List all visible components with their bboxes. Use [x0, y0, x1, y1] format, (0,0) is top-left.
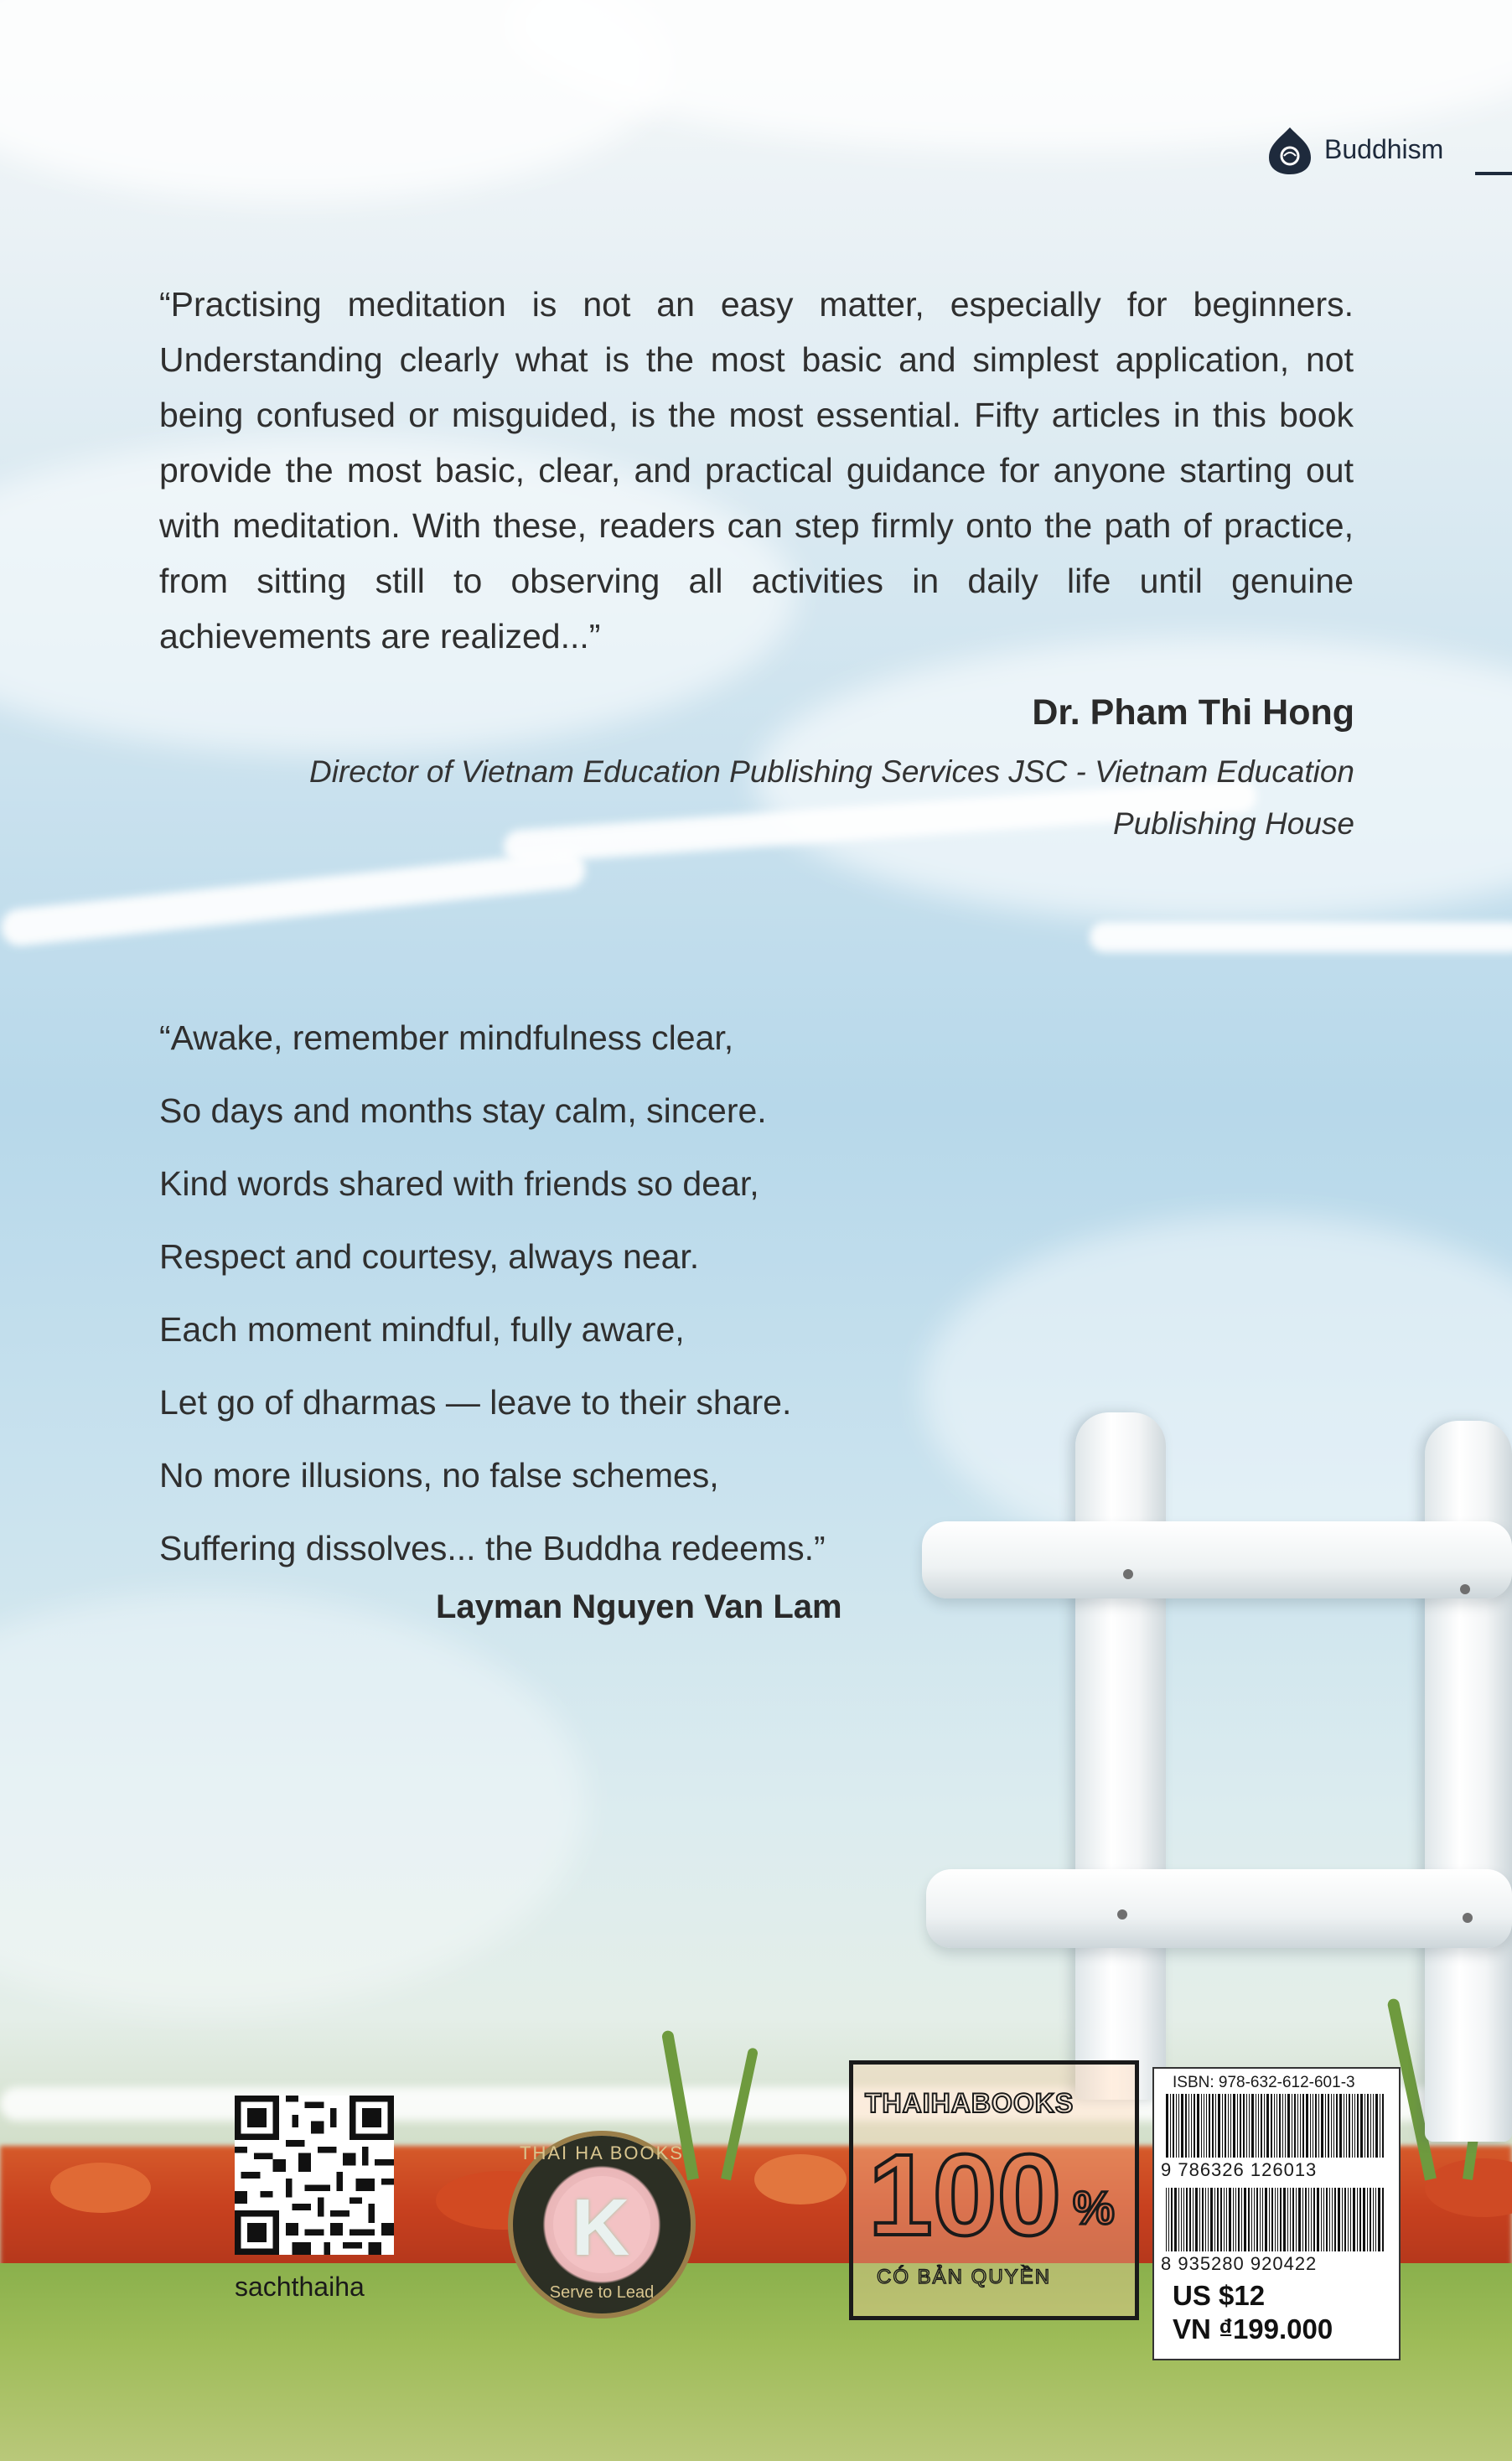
cloud-streak	[1090, 922, 1512, 952]
barcode-bar	[1251, 2094, 1254, 2158]
barcode-bar	[1243, 2094, 1245, 2158]
fence-nail	[1117, 1909, 1127, 1920]
barcode-bar	[1166, 2188, 1167, 2251]
barcode-bar	[1352, 2094, 1353, 2158]
barcode-panel	[1152, 2067, 1401, 2360]
barcode-bar	[1321, 2188, 1322, 2251]
barcode-bar	[1202, 2188, 1204, 2251]
barcode-bar	[1218, 2094, 1220, 2158]
barcode-bar	[1359, 2188, 1361, 2251]
barcode-bar	[1363, 2188, 1365, 2251]
barcode-bar	[1342, 2188, 1343, 2251]
barcode-bar	[1326, 2188, 1328, 2251]
barcode-bar	[1208, 2188, 1209, 2251]
barcode-isbn-number: 9 786326 126013	[1161, 2159, 1318, 2180]
barcode-bar	[1174, 2188, 1177, 2251]
barcode-bar	[1276, 2094, 1277, 2158]
stamp-percent: %	[1073, 2181, 1115, 2234]
fence-rail-upper	[922, 1521, 1512, 1598]
barcode-bar	[1230, 2094, 1231, 2158]
barcode-bar	[1271, 2188, 1273, 2251]
barcode-bar	[1287, 2188, 1288, 2251]
fence-nail	[1463, 1913, 1473, 1923]
barcode-bar	[1229, 2188, 1231, 2251]
barcode-bar	[1378, 2188, 1380, 2251]
fence-nail	[1460, 1584, 1470, 1594]
barcode-bar	[1233, 2188, 1234, 2251]
barcode-bar	[1226, 2188, 1227, 2251]
endorsement-author: Dr. Pham Thi Hong	[1032, 692, 1354, 733]
barcode-bar	[1215, 2094, 1216, 2158]
barcode-bar	[1256, 2188, 1258, 2251]
barcode-bar	[1246, 2094, 1247, 2158]
barcode-bar	[1317, 2188, 1319, 2251]
barcode-bar	[1260, 2188, 1261, 2251]
barcode-bar	[1344, 2188, 1346, 2251]
stamp-caption: CÓ BẢN QUYỀN	[877, 2266, 1052, 2288]
barcode-bar	[1209, 2094, 1210, 2158]
price-usd: US $12	[1173, 2280, 1266, 2311]
barcode-bar	[1331, 2094, 1332, 2158]
barcode-bar	[1212, 2094, 1214, 2158]
barcode-bar	[1237, 2094, 1238, 2158]
bodhi-leaf-icon	[1267, 126, 1313, 176]
barcode-bar	[1375, 2094, 1378, 2158]
barcode-bar	[1217, 2188, 1219, 2251]
flower	[50, 2163, 151, 2213]
qr-label: sachthaiha	[235, 2272, 365, 2302]
barcode-bar	[1205, 2188, 1206, 2251]
seal-letter: K	[572, 2183, 630, 2272]
barcode-bar	[1244, 2188, 1246, 2251]
barcode-bar	[1251, 2188, 1252, 2251]
barcode-bar	[1306, 2094, 1308, 2158]
barcode-bar	[1210, 2188, 1213, 2251]
barcode-bar	[1214, 2188, 1215, 2251]
barcode-bar	[1367, 2094, 1369, 2158]
barcode-bar	[1238, 2188, 1240, 2251]
barcode-bar	[1235, 2188, 1236, 2251]
barcode-bar	[1292, 2188, 1294, 2251]
barcode-bar	[1315, 2094, 1317, 2158]
barcode-bar	[1178, 2094, 1179, 2158]
fence-post-left	[1075, 1412, 1166, 2100]
barcode-bar	[1294, 2094, 1296, 2158]
stamp-brand: THAIHABOOKS	[865, 2088, 1074, 2118]
stamp-number: 100	[868, 2131, 1062, 2260]
barcode-bar	[1173, 2094, 1174, 2158]
poem-line: No more illusions, no false schemes,	[159, 1456, 719, 1495]
poem-line: Kind words shared with friends so dear,	[159, 1164, 759, 1203]
barcode-bar	[1240, 2094, 1241, 2158]
barcode-bar	[1269, 2188, 1270, 2251]
barcode-bar	[1189, 2188, 1191, 2251]
barcode-bar	[1382, 2188, 1384, 2251]
barcode-bar	[1353, 2188, 1355, 2251]
barcode-bar	[1193, 2188, 1194, 2251]
barcode-bar	[1197, 2094, 1199, 2158]
barcode-bar	[1297, 2094, 1298, 2158]
isbn-text: ISBN: 978-632-612-601-3	[1173, 2074, 1355, 2091]
cloud-streak	[0, 850, 587, 948]
barcode-bar	[1261, 2094, 1262, 2158]
barcode-bar	[1325, 2094, 1326, 2158]
barcode-bar	[1191, 2094, 1192, 2158]
barcode-bar	[1382, 2094, 1384, 2158]
barcode-bar	[1328, 2094, 1329, 2158]
barcode-bar	[1300, 2094, 1301, 2158]
seal-top-text: THAI HA BOOKS	[520, 2142, 684, 2163]
barcode-bar	[1336, 2094, 1338, 2158]
barcode-bar	[1170, 2094, 1171, 2158]
barcode-bar	[1339, 2094, 1342, 2158]
barcode-bar	[1367, 2188, 1368, 2251]
barcode-bar	[1233, 2094, 1235, 2158]
barcode-bar	[1321, 2094, 1323, 2158]
poem-line: Respect and courtesy, always near.	[159, 1237, 700, 1276]
barcode-bar	[1183, 2188, 1184, 2251]
poem-line: “Awake, remember mindfulness clear,	[159, 1018, 734, 1057]
barcode-bar	[1224, 2188, 1225, 2251]
barcode-bar	[1305, 2188, 1307, 2251]
barcode-bar	[1311, 2188, 1312, 2251]
barcode-bar	[1279, 2094, 1281, 2158]
barcode-bar	[1178, 2188, 1179, 2251]
barcode-bar	[1357, 2094, 1359, 2158]
barcode-bar	[1318, 2094, 1319, 2158]
barcode-bar	[1302, 2094, 1304, 2158]
category-underline	[1475, 172, 1512, 175]
poem-line: Each moment mindful, fully aware,	[159, 1310, 685, 1349]
barcode-bar	[1296, 2188, 1297, 2251]
barcode-bar	[1313, 2188, 1315, 2251]
barcode-bar	[1274, 2094, 1275, 2158]
barcode-bar	[1357, 2188, 1358, 2251]
seal-bottom-text: Serve to Lead	[549, 2283, 655, 2302]
poem-line: Let go of dharmas — leave to their share.	[159, 1383, 792, 1422]
barcode-bar	[1375, 2188, 1376, 2251]
barcode-bar	[1334, 2188, 1336, 2251]
endorsement-role: Director of Vietnam Education Publishing Services JSC - Vietnam Education Publishing House	[309, 754, 1354, 841]
barcode-bar	[1201, 2094, 1202, 2158]
qr-code[interactable]	[235, 2096, 394, 2255]
copyright-stamp	[849, 2060, 1139, 2320]
poem-line: Suffering dissolves... the Buddha redeems.”	[159, 1529, 826, 1567]
barcode-bar	[1323, 2188, 1324, 2251]
barcode-bar	[1185, 2094, 1187, 2158]
barcode-bar	[1360, 2094, 1363, 2158]
barcode-bar	[1349, 2094, 1350, 2158]
fence-nail	[1123, 1569, 1133, 1579]
poem	[159, 1002, 826, 1585]
category-label: Buddhism	[1324, 134, 1444, 164]
barcode-bar	[1287, 2094, 1290, 2158]
barcode-ean-number: 8 935280 920422	[1161, 2253, 1318, 2274]
flower	[754, 2154, 847, 2205]
barcode-bar	[1329, 2188, 1330, 2251]
barcode-bar	[1249, 2094, 1250, 2158]
barcode-bar	[1254, 2188, 1255, 2251]
publisher-seal	[513, 2136, 691, 2313]
barcode-bar	[1350, 2188, 1351, 2251]
barcode-isbn	[1166, 2094, 1385, 2158]
barcode-bar	[1346, 2094, 1347, 2158]
barcode-bar	[1265, 2188, 1267, 2251]
barcode-bar	[1308, 2188, 1309, 2251]
endorsement-quote: “Practising meditation is not an easy matter, especially for beginners. Understanding clearly what is the most basic and simplest application, not being confused or misguided, is the most essential. Fifty articles in this book provide the most basic, clear, and practical guidance for anyone starting out with meditation. With these, readers can step firmly onto the path of practice, from sitting still to observing all activities in daily life until genuine achievements are realized...”	[159, 285, 1354, 655]
barcode-bar	[1364, 2094, 1365, 2158]
barcode-bar	[1258, 2094, 1259, 2158]
barcode-bar	[1228, 2094, 1229, 2158]
barcode-ean	[1166, 2188, 1385, 2251]
fence-rail-lower	[926, 1869, 1512, 1948]
barcode-bar	[1186, 2188, 1188, 2251]
barcode-bar	[1171, 2188, 1173, 2251]
barcode-bar	[1271, 2094, 1272, 2158]
barcode-bar	[1248, 2188, 1250, 2251]
barcode-bar	[1194, 2094, 1195, 2158]
cloud	[922, 1215, 1512, 1567]
barcode-bar	[1166, 2094, 1168, 2158]
barcode-bar	[1283, 2188, 1286, 2251]
barcode-bar	[1310, 2094, 1311, 2158]
barcode-bar	[1241, 2188, 1242, 2251]
barcode-bar	[1373, 2188, 1374, 2251]
barcode-bar	[1266, 2094, 1269, 2158]
barcode-bar	[1275, 2188, 1276, 2251]
barcode-bar	[1285, 2094, 1286, 2158]
barcode-bar	[1373, 2094, 1374, 2158]
barcode-bar	[1181, 2188, 1182, 2251]
barcode-bar	[1370, 2188, 1371, 2251]
price-vnd: VN ₫199.000	[1173, 2313, 1333, 2344]
barcode-bar	[1181, 2094, 1183, 2158]
barcode-bar	[1195, 2188, 1198, 2251]
barcode-bar	[1332, 2188, 1333, 2251]
poem-line: So days and months stay calm, sincere.	[159, 1091, 767, 1130]
barcode-bar	[1298, 2188, 1301, 2251]
barcode-bar	[1168, 2188, 1169, 2251]
barcode-bar	[1222, 2094, 1223, 2158]
barcode-bar	[1354, 2094, 1355, 2158]
barcode-bar	[1262, 2188, 1263, 2251]
barcode-bar	[1199, 2188, 1200, 2251]
barcode-bar	[1348, 2188, 1349, 2251]
barcode-bar	[1220, 2188, 1222, 2251]
barcode-bar	[1370, 2094, 1371, 2158]
cloud	[503, 0, 1512, 151]
barcode-bar	[1282, 2094, 1283, 2158]
barcode-bar	[1188, 2094, 1189, 2158]
barcode-bar	[1333, 2094, 1334, 2158]
poem-author: Layman Nguyen Van Lam	[436, 1588, 842, 1625]
barcode-bar	[1206, 2094, 1207, 2158]
barcode-bar	[1277, 2188, 1278, 2251]
cloud	[0, 1593, 587, 2012]
barcode-bar	[1302, 2188, 1303, 2251]
barcode-bar	[1338, 2188, 1340, 2251]
barcode-bar	[1280, 2188, 1282, 2251]
barcode-bar	[1225, 2094, 1226, 2158]
barcode-bar	[1264, 2094, 1265, 2158]
barcode-bar	[1176, 2094, 1177, 2158]
barcode-bar	[1290, 2188, 1291, 2251]
